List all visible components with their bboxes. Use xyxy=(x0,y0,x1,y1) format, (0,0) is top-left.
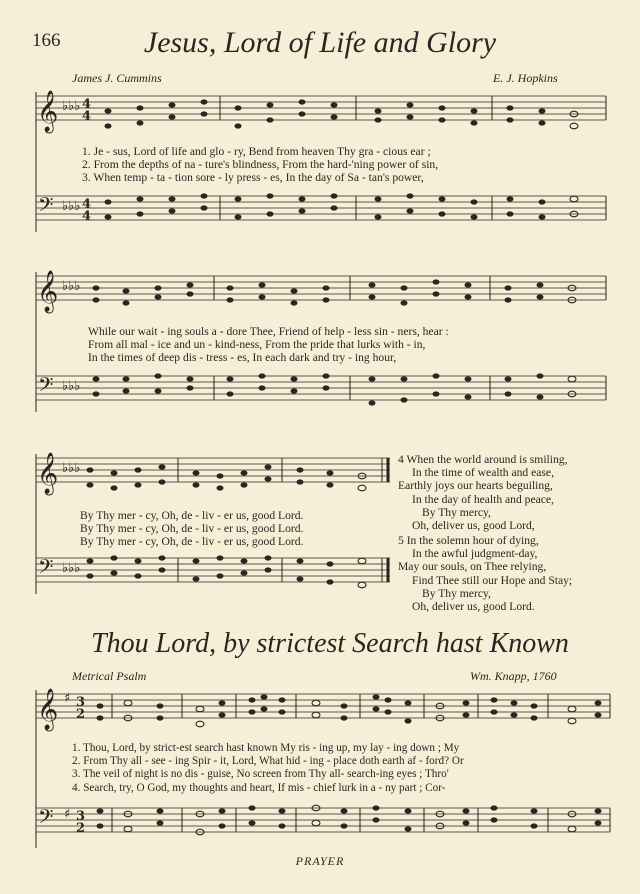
page-number: 166 xyxy=(32,30,61,51)
stanza-4 xyxy=(398,453,568,532)
lyrics-hymn2 xyxy=(72,742,464,795)
lyric-line: 1. Thou, Lord, by strict-est search hast known My ris - ing up, my lay - ing down ; My xyxy=(72,742,460,754)
svg-text:2: 2 xyxy=(76,821,86,836)
hymn-composer: E. J. Hopkins xyxy=(493,71,558,85)
treble-clef-icon: 𝄞 xyxy=(37,91,59,132)
stanza-line: May our souls, on Thee relying, xyxy=(398,560,547,574)
stanza-line: Oh, deliver us, good Lord. xyxy=(412,600,535,614)
hymn2-source: Metrical Psalm xyxy=(72,669,147,683)
hymn2-title: Thou Lord, by strictest Search hast Known xyxy=(91,628,569,659)
svg-text:4: 4 xyxy=(82,109,92,124)
hymn-author: James J. Cummins xyxy=(72,71,162,85)
lyric-line: 3. The veil of night is no dis - guise, No screen from Thy all- search-ing eyes ; Thro' xyxy=(72,768,449,781)
svg-text:♭♭♭: ♭♭♭ xyxy=(62,561,81,576)
lyrics-system-3 xyxy=(80,509,303,549)
stanza-line: 5 In the solemn hour of dying, xyxy=(398,534,539,547)
stanza-line: 4 When the world around is smiling, xyxy=(398,453,568,466)
stanza-line: Oh, deliver us, good Lord, xyxy=(412,519,535,533)
svg-text:♭♭♭: ♭♭♭ xyxy=(62,99,81,114)
hymn-title: Jesus, Lord of Life and Glory xyxy=(143,26,497,59)
lyric-line: In the times of deep dis - tress - es, In each dark and try - ing hour, xyxy=(88,351,397,365)
svg-text:♭♭♭: ♭♭♭ xyxy=(62,199,81,214)
lyric-line: By Thy mer - cy, Oh, de - liv - er us, good Lord. xyxy=(80,535,304,549)
stanza-line: In the time of wealth and ease, xyxy=(412,466,554,480)
svg-text:2: 2 xyxy=(76,707,86,722)
svg-text:3: 3 xyxy=(76,809,86,824)
svg-text:3: 3 xyxy=(76,695,86,710)
lyric-line: 1. Je - sus, Lord of life and glo - ry, Bend from heaven Thy gra - cious ear ; xyxy=(82,145,431,158)
footer-section-label: PRAYER xyxy=(295,854,345,868)
svg-text:♯: ♯ xyxy=(64,691,71,706)
treble-clef-icon: 𝄞 xyxy=(37,453,59,494)
treble-staff xyxy=(36,96,606,120)
lyric-line: 2. From Thy all - see - ing Spir - it, Lord, What hid - ing - place doth earth af - ford? Or xyxy=(72,755,464,768)
lyric-line: 4. Search, try, O God, my thoughts and heart, If mis - chief lurk in a - ny part ; Cor- xyxy=(72,781,446,794)
hymn2-composer: Wm. Knapp, 1760 xyxy=(470,669,557,683)
lyrics-system-1 xyxy=(82,145,438,185)
lyric-line: By Thy mer - cy, Oh, de - liv - er us, good Lord. xyxy=(80,509,304,522)
stanza-line: By Thy mercy, xyxy=(422,505,491,519)
lyrics-system-2 xyxy=(88,325,449,365)
stanza-line: Find Thee still our Hope and Stay; xyxy=(412,573,573,587)
lyric-line: From all mal - ice and un - kind-ness, From the pride that lurks with - in, xyxy=(88,338,426,352)
bass-clef-icon: 𝄢 xyxy=(38,805,54,833)
stanza-line: In the awful judgment-day, xyxy=(412,547,538,561)
bass-clef-icon: 𝄢 xyxy=(38,555,54,583)
svg-text:4: 4 xyxy=(82,197,92,212)
bass-clef-icon: 𝄢 xyxy=(38,193,54,221)
svg-text:♭♭♭: ♭♭♭ xyxy=(62,461,81,476)
lyric-line: 2. From the depths of na - ture's blindness, From the hard-'ning power of sin, xyxy=(82,158,439,172)
stanza-5 xyxy=(398,534,572,613)
bass-staff xyxy=(36,196,606,220)
stanza-line: By Thy mercy, xyxy=(422,586,491,600)
lyric-line: While our wait - ing souls a - dore Thee, Friend of help - less sin - ners, hear : xyxy=(88,325,449,338)
treble-clef-icon: 𝄞 xyxy=(37,689,59,730)
bass-clef-icon: 𝄢 xyxy=(38,373,54,401)
stanza-line: Earthly joys our hearts beguiling, xyxy=(398,479,553,493)
svg-text:4: 4 xyxy=(82,209,92,224)
treble-clef-icon: 𝄞 xyxy=(37,271,59,312)
lyric-line: 3. When temp - ta - tion sore - ly press - es, In the day of Sa - tan's power, xyxy=(82,171,424,185)
svg-text:4: 4 xyxy=(82,97,92,112)
svg-text:♯: ♯ xyxy=(64,807,71,822)
svg-text:♭♭♭: ♭♭♭ xyxy=(62,279,81,294)
svg-text:♭♭♭: ♭♭♭ xyxy=(62,379,81,394)
lyric-line: By Thy mer - cy, Oh, de - liv - er us, good Lord. xyxy=(80,522,304,536)
stanza-line: In the day of health and peace, xyxy=(412,492,554,506)
